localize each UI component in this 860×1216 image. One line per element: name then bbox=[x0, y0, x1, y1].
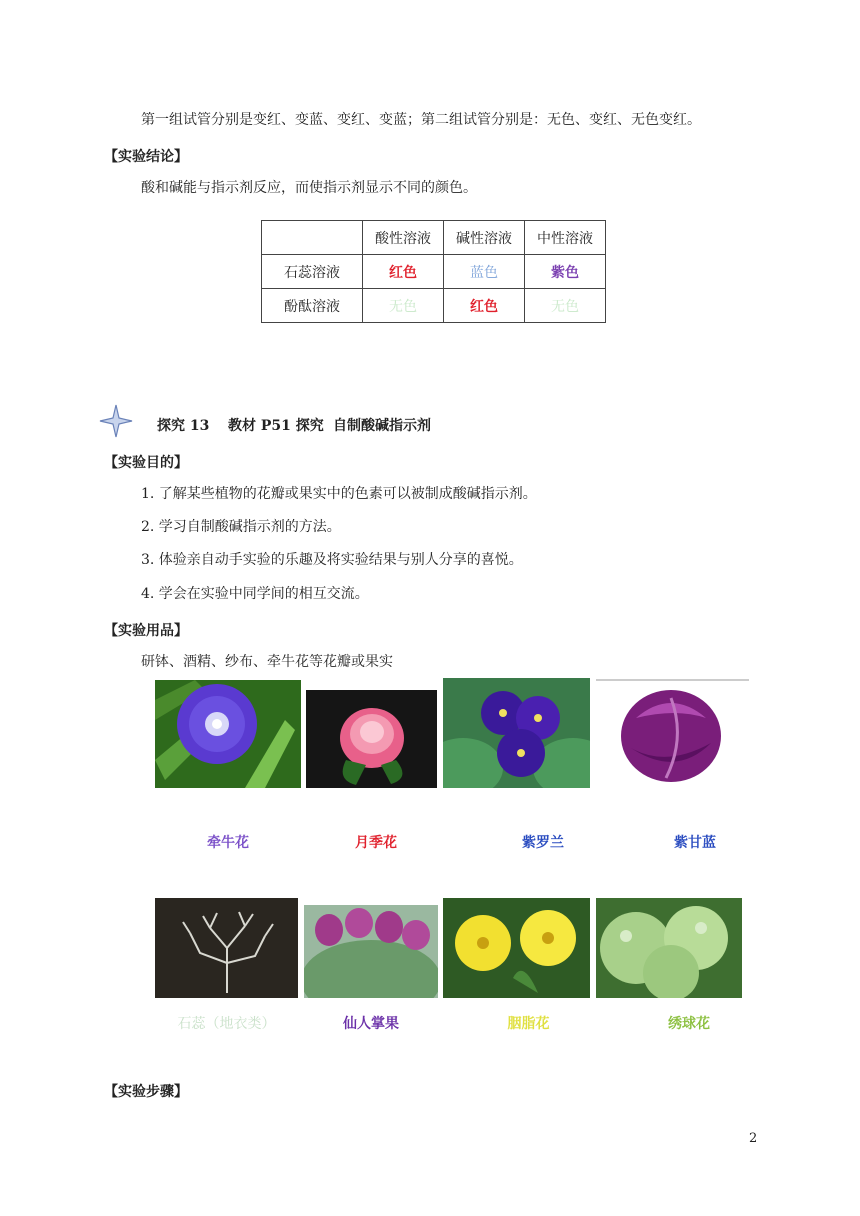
table-header-cell bbox=[262, 221, 363, 255]
section-number: 探究 13 bbox=[157, 418, 210, 434]
purpose-heading: 【实验目的】 bbox=[104, 455, 188, 471]
plant-caption: 月季花 bbox=[355, 835, 397, 851]
plant-caption: 紫罗兰 bbox=[522, 835, 564, 851]
purpose-item: 1. 了解某些植物的花瓣或果实中的色素可以被制成酸碱指示剂。 bbox=[141, 486, 537, 502]
cactus-fruit-photo bbox=[304, 905, 438, 998]
materials-heading: 【实验用品】 bbox=[104, 623, 188, 639]
four-oclock-photo bbox=[443, 898, 590, 998]
purpose-item: 4. 学会在实验中同学间的相互交流。 bbox=[141, 586, 369, 602]
star-icon bbox=[99, 404, 133, 438]
table-cell: 无色 bbox=[525, 289, 606, 323]
hydrangea-photo bbox=[596, 898, 742, 998]
table-header-cell: 中性溶液 bbox=[525, 221, 606, 255]
morning-glory-photo bbox=[155, 680, 301, 788]
table-cell: 无色 bbox=[363, 289, 444, 323]
row-label: 石蕊溶液 bbox=[262, 255, 363, 289]
purpose-item: 2. 学习自制酸碱指示剂的方法。 bbox=[141, 519, 341, 535]
lichen-photo bbox=[155, 898, 298, 998]
table-cell: 蓝色 bbox=[444, 255, 525, 289]
table-row bbox=[262, 289, 606, 323]
red-cabbage-photo bbox=[596, 678, 749, 788]
section-reference: 教材 P51 探究 bbox=[228, 418, 324, 434]
chinese-rose-photo bbox=[306, 690, 437, 788]
table-cell: 紫色 bbox=[525, 255, 606, 289]
steps-heading: 【实验步骤】 bbox=[104, 1084, 188, 1100]
table-cell: 红色 bbox=[444, 289, 525, 323]
purpose-item: 3. 体验亲自动手实验的乐趣及将实验结果与别人分享的喜悦。 bbox=[141, 552, 523, 568]
indicator-table bbox=[261, 220, 606, 323]
plant-caption: 仙人掌果 bbox=[343, 1016, 399, 1032]
table-header-cell: 碱性溶液 bbox=[444, 221, 525, 255]
intro-line: 第一组试管分别是变红、变蓝、变红、变蓝；第二组试管分别是：无色、变红、无色变红。 bbox=[141, 112, 701, 128]
conclusion-heading: 【实验结论】 bbox=[104, 149, 188, 165]
row-label: 酚酞溶液 bbox=[262, 289, 363, 323]
table-header-cell: 酸性溶液 bbox=[363, 221, 444, 255]
plant-caption: 石蕊（地衣类） bbox=[177, 1016, 276, 1032]
plant-caption: 胭脂花 bbox=[507, 1016, 550, 1032]
plant-caption: 紫甘蓝 bbox=[674, 835, 716, 851]
table-header-row bbox=[262, 221, 606, 255]
violet-photo bbox=[443, 678, 590, 788]
plant-caption: 牵牛花 bbox=[207, 835, 249, 851]
table-cell: 红色 bbox=[363, 255, 444, 289]
plant-caption: 绣球花 bbox=[668, 1016, 710, 1032]
materials-text: 研钵、酒精、纱布、牵牛花等花瓣或果实 bbox=[141, 654, 393, 670]
table-row bbox=[262, 255, 606, 289]
conclusion-text: 酸和碱能与指示剂反应，而使指示剂显示不同的颜色。 bbox=[141, 180, 477, 196]
page-number: 2 bbox=[749, 1131, 758, 1146]
section-title: 自制酸碱指示剂 bbox=[333, 418, 431, 434]
